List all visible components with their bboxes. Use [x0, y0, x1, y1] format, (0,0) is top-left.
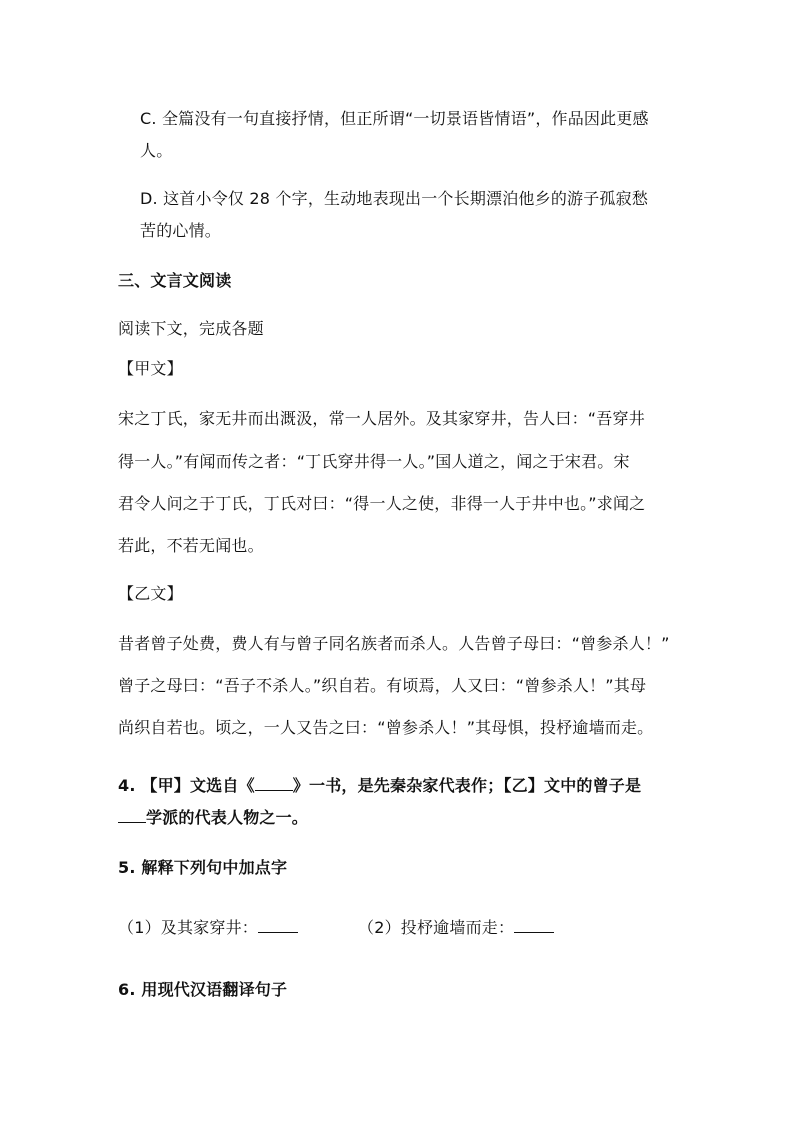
- question-5-item-1: [118, 918, 298, 938]
- text-a-line-2: 得一人。”有闻而传之者：“丁氏穿井得一人。”国人道之，闻之于宋君。宋: [118, 452, 630, 471]
- question-5-blank-1[interactable]: [258, 918, 298, 933]
- question-4-line-1: [118, 776, 641, 796]
- question-6-title: 6. 用现代汉语翻译句子: [118, 980, 288, 999]
- option-d-line-1: D. 这首小令仅 28 个字，生动地表现出一个长期漂泊他乡的游子孤寂愁: [140, 189, 649, 208]
- question-4-prefix: 4. 【甲】文选自《: [118, 776, 255, 795]
- question-4-blank-2[interactable]: [118, 808, 146, 823]
- text-a-line-3: 君令人问之于丁氏，丁氏对曰：“得一人之使，非得一人于井中也。”求闻之: [118, 494, 646, 513]
- question-4-suffix: 学派的代表人物之一。: [146, 808, 309, 827]
- option-c-line-2: 人。: [140, 141, 173, 160]
- question-4-line-2: [118, 808, 308, 828]
- question-5-item-2: [358, 918, 554, 938]
- section-heading: 三、文言文阅读: [118, 271, 232, 290]
- question-4-blank-1[interactable]: [255, 776, 293, 791]
- question-4-middle: 》一书，是先秦杂家代表作；【乙】文中的曾子是: [292, 776, 642, 795]
- question-5-item-2-label: （2）投杼逾墙而走：: [358, 918, 515, 937]
- text-b-line-3: 尚织自若也。顷之，一人又告之曰：“曾参杀人！”其母惧，投杼逾墙而走。: [118, 718, 654, 737]
- question-5-blank-2[interactable]: [514, 918, 554, 933]
- option-c-line-1: C. 全篇没有一句直接抒情，但正所谓“一切景语皆情语”，作品因此更感: [140, 109, 649, 128]
- text-a-line-1: 宋之丁氏，家无井而出溉汲，常一人居外。及其家穿井，告人曰：“吾穿井: [118, 409, 645, 428]
- instruction: 阅读下文，完成各题: [118, 319, 264, 338]
- question-5-title: 5. 解释下列句中加点字: [118, 858, 288, 877]
- text-b-line-2: 曾子之母曰：“吾子不杀人。”织自若。有顷焉，人又曰：“曾参杀人！”其母: [118, 676, 647, 695]
- text-a-line-4: 若此，不若无闻也。: [118, 536, 264, 555]
- text-a-label: 【甲文】: [118, 359, 183, 378]
- text-b-line-1: 昔者曾子处费，费人有与曾子同名族者而杀人。人告曾子母曰：“曾参杀人！”: [118, 634, 670, 653]
- text-b-label: 【乙文】: [118, 584, 183, 603]
- option-d-line-2: 苦的心情。: [140, 221, 222, 240]
- question-5-item-1-label: （1）及其家穿井：: [118, 918, 258, 937]
